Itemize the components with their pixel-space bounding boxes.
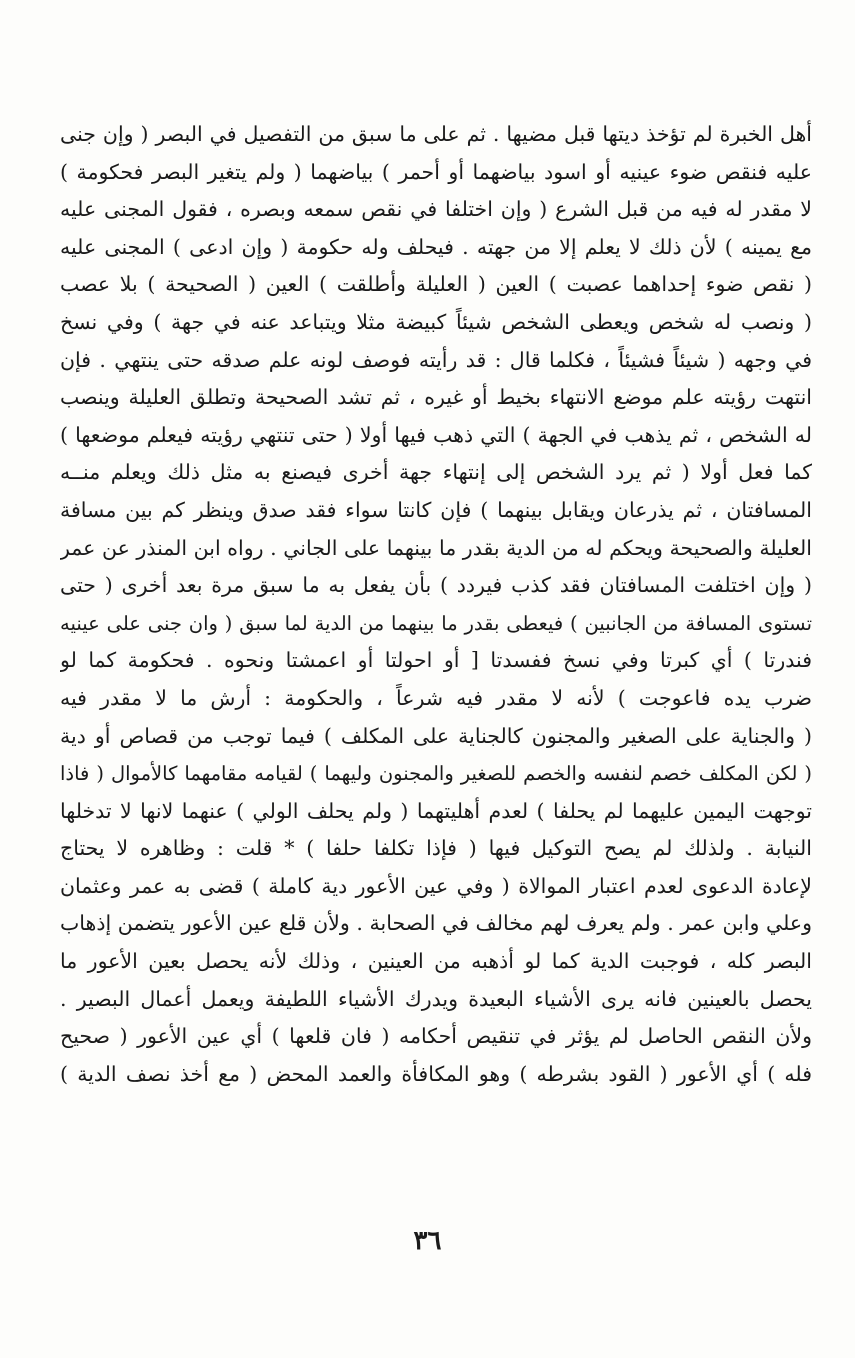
text-line: لإعادة الدعوى لعدم اعتبار الموالاة ( وفي عين الأعور دية كاملة ) قضى به عمر وعثمان bbox=[60, 873, 812, 898]
body-text bbox=[60, 116, 812, 1093]
text-line: مع يمينه ) لأن ذلك لا يعلم إلا من جهته . فيحلف وله حكومة ( وإن ادعى ) المجنى عليه bbox=[60, 234, 812, 259]
text-line: له الشخص ، ثم يذهب في الجهة ) التي ذهب فيها أولا ( حتى تنتهي رؤيته فيعلم موضعها ) bbox=[60, 422, 812, 447]
text-line: وعلي وابن عمر . ولم يعرف لهم مخالف في الصحابة . ولأن قلع عين الأعور يتضمن إذهاب bbox=[60, 911, 812, 936]
text-line: العليلة والصحيحة ويحكم له من الدية بقدر ما بينهما على الجاني . رواه ابن المنذر عن عمر bbox=[60, 535, 812, 560]
text-line: ولأن النقص الحاصل لم يؤثر في تنقيص أحكامه ( فان قلعها ) أي عين الأعور ( صحيح bbox=[60, 1024, 812, 1049]
text-line: ( لكن المكلف خصم لنفسه والخصم للصغير والمجنون وليهما ) لقيامه مقامهما كالأموال ( فاذا bbox=[60, 762, 812, 786]
text-line: المسافتان ، ثم يذرعان ويقابل بينهما ) فإن كانتا سواء فقد صدق وينظر كم بين مسافة bbox=[60, 497, 812, 522]
text-line: النيابة . ولذلك لم يصح التوكيل فيها ( فإذا تكلفا حلفا ) * قلت : وظاهره لا يحتاج bbox=[60, 836, 812, 861]
page-number: ٣٦ bbox=[413, 1226, 442, 1256]
text-line: ضرب يده فاعوجت ) لأنه لا مقدر فيه شرعاً ، والحكومة : أرش ما لا مقدر فيه bbox=[60, 685, 812, 710]
text-line: يحصل بالعينين فانه يرى الأشياء البعيدة ويدرك الأشياء اللطيفة ويعمل أعمال البصير . bbox=[60, 986, 812, 1011]
text-line: ( نقص ضوء إحداهما عصبت ) العين ( العليلة وأطلقت ) العين ( الصحيحة ) بلا عصب bbox=[60, 272, 812, 297]
text-line: أهل الخبرة لم تؤخذ ديتها قبل مضيها . ثم على ما سبق من التفصيل في البصر ( وإن جنى bbox=[60, 122, 812, 146]
text-line: كما فعل أولا ( ثم يرد الشخص إلى إنتهاء جهة أخرى فيصنع به مثل ذلك ويعلم منــه bbox=[60, 460, 812, 485]
text-line: في وجهه ( شيئاً فشيئاً ، فكلما قال : قد رأيته فوصف لونه علم صدقه حتى ينتهي . فإن bbox=[60, 347, 812, 372]
text-line: توجهت اليمين عليهما لم يحلفا ) لعدم أهليتهما ( ولم يحلف الولي ) عنهما لانها لا تدخلها bbox=[60, 798, 812, 823]
text-line: البصر كله ، فوجبت الدية كما لو أذهبه من العينين ، وذلك لأنه يحصل بعين الأعور ما bbox=[60, 949, 812, 974]
text-line: ( ونصب له شخص ويعطى الشخص شيئاً كبيضة مثلا ويتباعد عنه في جهة ) وفي نسخ bbox=[60, 309, 812, 334]
text-line: انتهت رؤيته علم موضع الانتهاء بخيط أو غيره ، ثم تشد الصحيحة وتطلق العليلة وينصب bbox=[60, 385, 812, 410]
text-line: ( والجناية على الصغير والمجنون كالجناية على المكلف ) فيما توجب من قصاص أو دية bbox=[60, 723, 812, 748]
text-line: فندرتا ) أي كبرتا وفي نسخ ففسدتا [ أو احولتا أو اعمشتا ونحوه . فحكومة كما لو bbox=[60, 648, 812, 673]
text-line: تستوى المسافة من الجانبين ) فيعطى بقدر ما بينهما من الدية لما سبق ( وان جنى على عينيه bbox=[60, 611, 812, 635]
text-line: لا مقدر له فيه من قبل الشرع ( وإن اختلفا في نقص سمعه وبصره ، فقول المجنى عليه bbox=[60, 197, 812, 222]
text-line: فله ) أي الأعور ( القود بشرطه ) وهو المكافأة والعمد المحض ( مع أخذ نصف الدية ) bbox=[60, 1061, 812, 1086]
text-line: عليه فنقص ضوء عينيه أو اسود بياضهما أو أحمر ) بياضهما ( ولم يتغير البصر فحكومة ) bbox=[60, 159, 812, 184]
text-line: ( وإن اختلفت المسافتان فقد كذب فيردد ) بأن يفعل به ما سبق مرة بعد أخرى ( حتى bbox=[60, 573, 812, 598]
